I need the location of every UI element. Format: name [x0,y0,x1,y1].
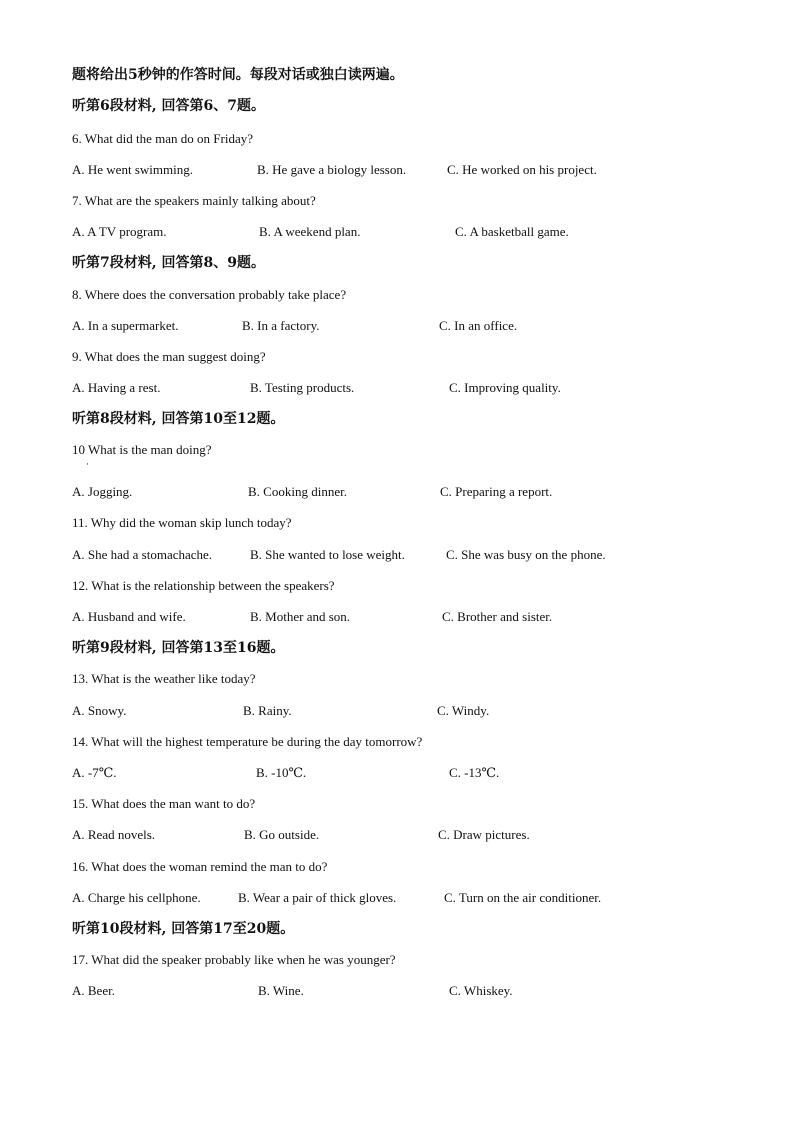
question-10-stem: 10 What is the man doing? [72,442,212,457]
section-heading-10: 听第10段材料, 回答第17至20题。 [72,921,295,937]
question-15-stem: 15. What does the man want to do? [72,796,256,811]
question-17-stem: 17. What did the speaker probably like when he was younger? [72,952,396,967]
question-7-option-b: B. A weekend plan. [259,224,361,239]
question-11-option-a: A. She had a stomachache. [72,547,213,562]
question-14-option-a: A. -7℃. [72,765,117,780]
question-9-stem: 9. What does the man suggest doing? [72,349,266,364]
question-8-option-b: B. In a factory. [242,318,320,333]
question-17-option-c: C. Whiskey. [449,983,513,998]
question-12-option-a: A. Husband and wife. [72,609,186,624]
question-13-option-a: A. Snowy. [72,703,127,718]
question-7-option-c: C. A basketball game. [455,224,569,239]
question-9-option-b: B. Testing products. [250,380,355,395]
question-16-option-a: A. Charge his cellphone. [72,890,201,905]
question-16-option-c: C. Turn on the air conditioner. [444,890,602,905]
question-10-option-c: C. Preparing a report. [440,484,553,499]
question-16-option-b: B. Wear a pair of thick gloves. [238,890,397,905]
section-heading-7: 听第7段材料, 回答第8、9题。 [72,255,265,271]
question-13-option-b: B. Rainy. [243,703,292,718]
question-8-stem: 8. Where does the conversation probably take place? [72,287,347,302]
intro-instruction: 题将给出5秒钟的作答时间。每段对话或独白读两遍。 [72,67,404,83]
section-heading-6: 听第6段材料, 回答第6、7题。 [72,98,265,114]
question-12-option-b: B. Mother and son. [250,609,351,624]
question-10-option-b: B. Cooking dinner. [248,484,347,499]
question-17-option-a: A. Beer. [72,983,115,998]
question-11-option-c: C. She was busy on the phone. [446,547,606,562]
question-7-option-a: A. A TV program. [72,224,167,239]
question-15-option-c: C. Draw pictures. [438,827,530,842]
question-13-stem: 13. What is the weather like today? [72,671,256,686]
question-6-option-c: C. He worked on his project. [447,162,597,177]
question-6-stem: 6. What did the man do on Friday? [72,131,254,146]
question-6-option-b: B. He gave a biology lesson. [257,162,407,177]
question-15-option-b: B. Go outside. [244,827,320,842]
question-9-option-a: A. Having a rest. [72,380,161,395]
question-10-option-a: A. Jogging. [72,484,133,499]
question-14-option-c: C. -13℃. [449,765,500,780]
question-14-option-b: B. -10℃. [256,765,307,780]
question-9-option-c: C. Improving quality. [449,380,561,395]
question-8-option-c: C. In an office. [439,318,518,333]
section-heading-9: 听第9段材料, 回答第13至16题。 [72,640,285,656]
question-7-stem: 7. What are the speakers mainly talking about? [72,193,316,208]
section-heading-8: 听第8段材料, 回答第10至12题。 [72,411,285,427]
question-11-option-b: B. She wanted to lose weight. [250,547,405,562]
question-12-stem: 12. What is the relationship between the speakers? [72,578,335,593]
question-16-stem: 16. What does the woman remind the man to do? [72,859,328,874]
question-14-stem: 14. What will the highest temperature be during the day tomorrow? [72,734,423,749]
question-8-option-a: A. In a supermarket. [72,318,179,333]
question-12-option-c: C. Brother and sister. [442,609,553,624]
question-11-stem: 11. Why did the woman skip lunch today? [72,515,292,530]
question-13-option-c: C. Windy. [437,703,490,718]
question-6-option-a: A. He went swimming. [72,162,193,177]
stray-dot-mark: · [86,459,89,469]
question-15-option-a: A. Read novels. [72,827,156,842]
question-17-option-b: B. Wine. [258,983,304,998]
